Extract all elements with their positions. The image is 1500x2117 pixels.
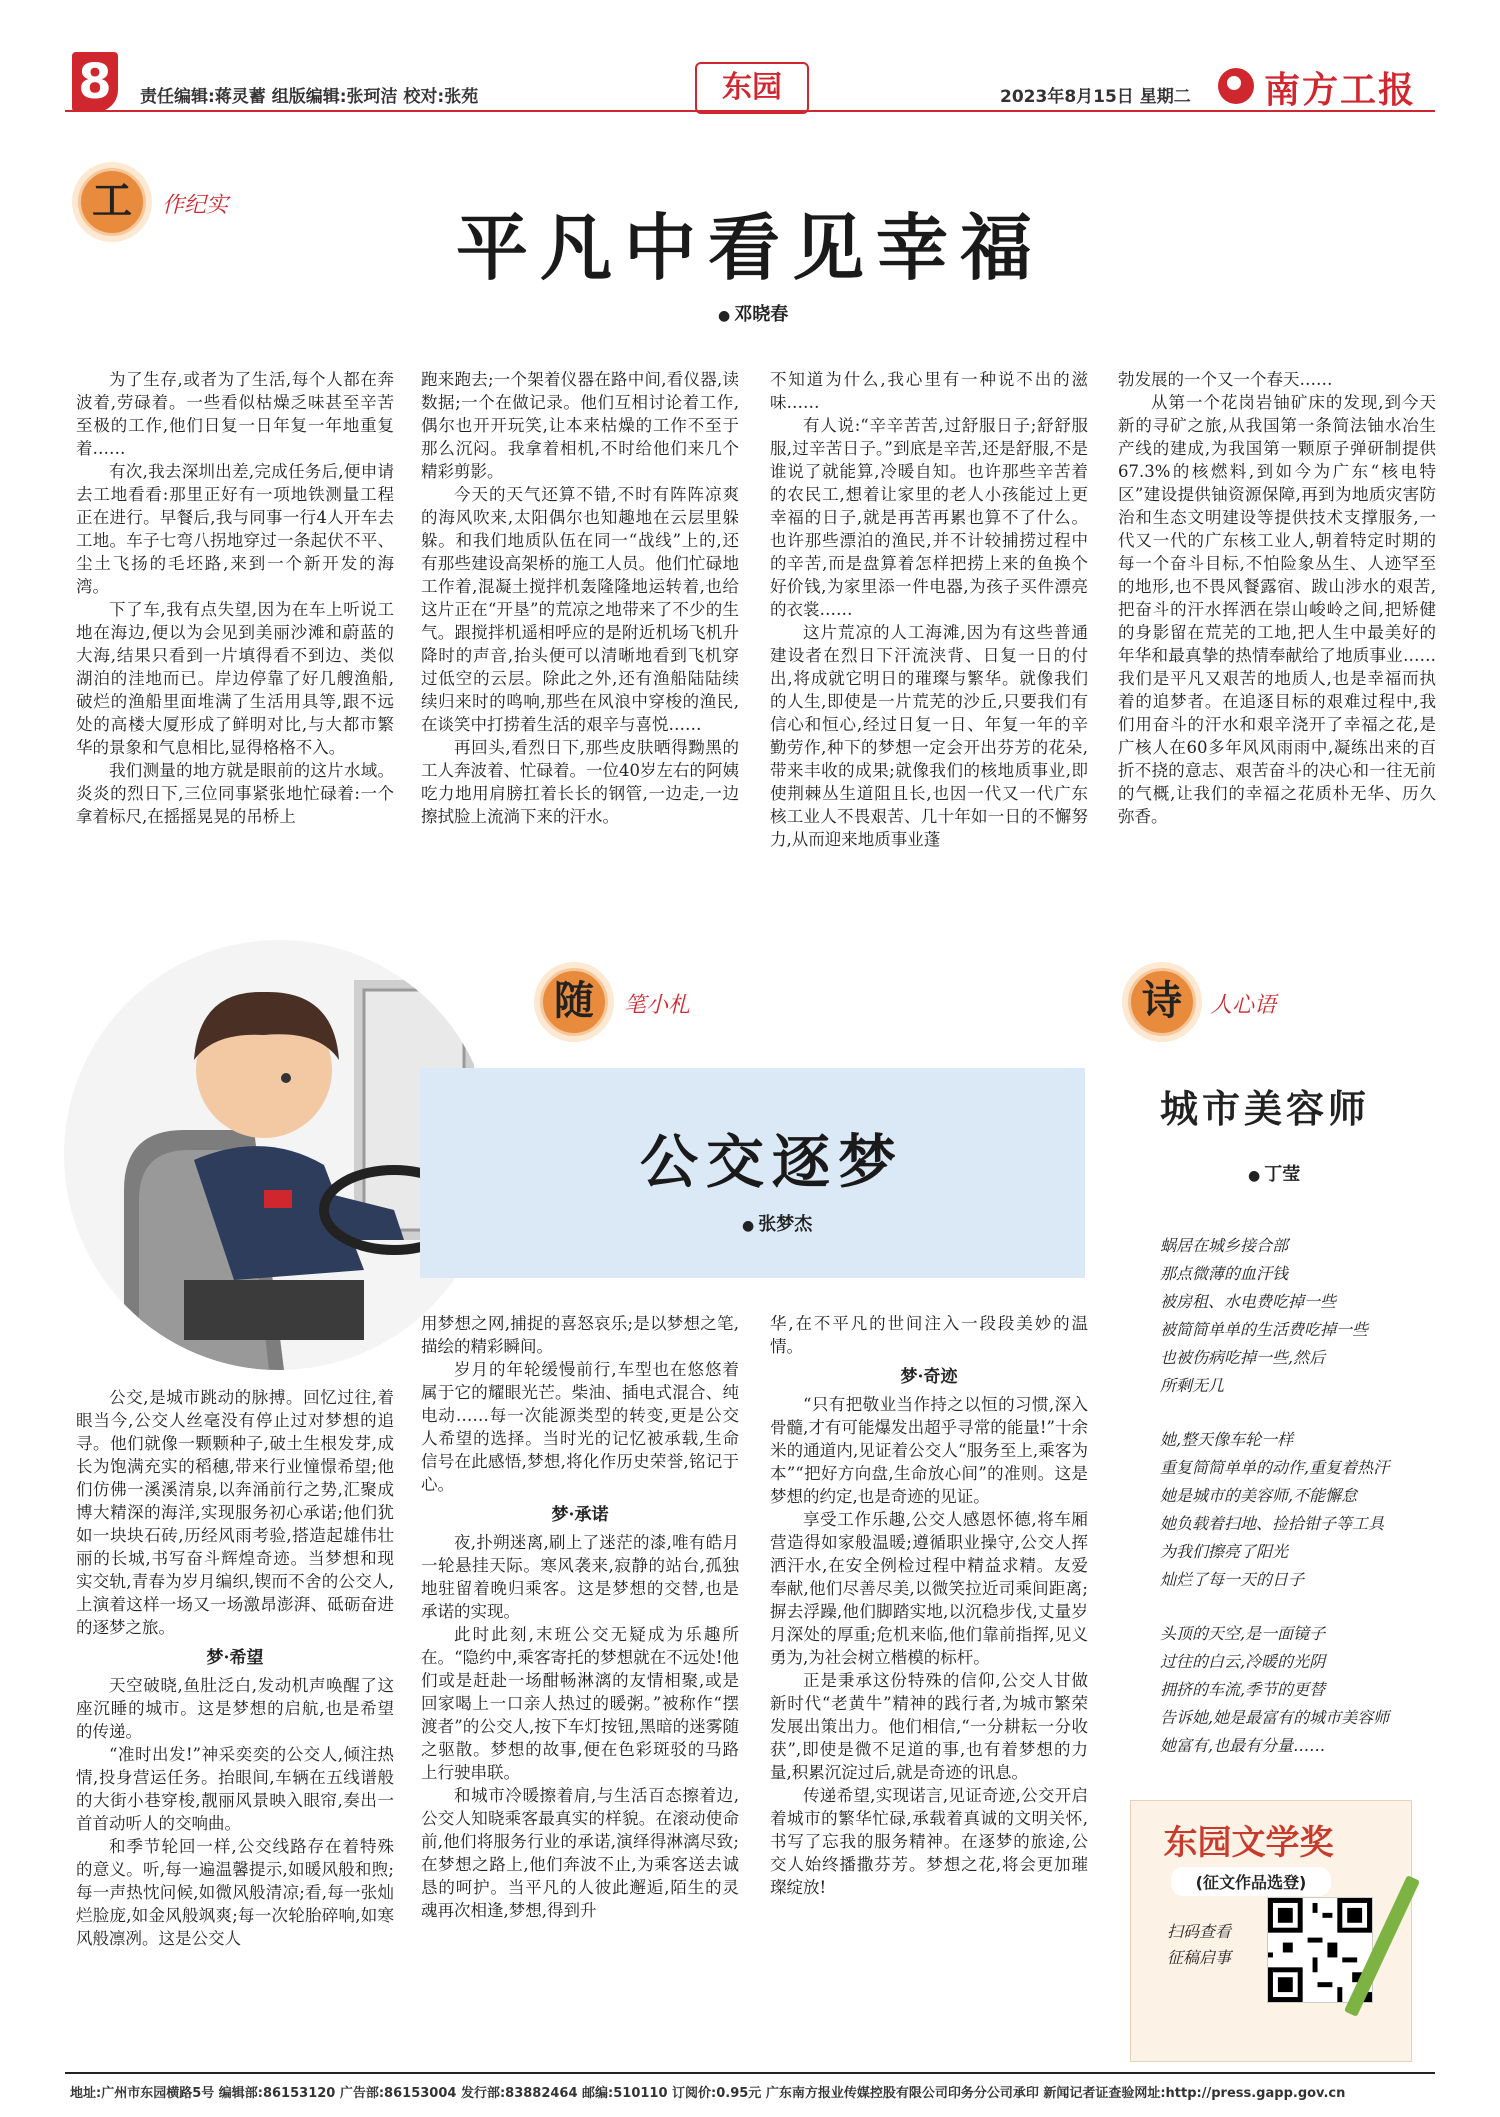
column-badge: 工 xyxy=(78,168,146,236)
poem-line: 她是城市的美容师,不能懈怠 xyxy=(1160,1486,1358,1505)
award-subtitle: (征文作品选登) xyxy=(1171,1867,1331,1896)
article1-column-2 xyxy=(421,368,739,828)
article2-column-1 xyxy=(76,1386,394,1950)
paragraph: 岁月的年轮缓慢前行,车型也在悠悠着属于它的耀眼光芒。柴油、插电式混合、纯电动……每一次能源类型的转变,更是公交人希望的选择。当时光的记忆被承载,生命信号在此感悟,梦想,将化作历史荣誉,铭记于心。 xyxy=(421,1360,739,1494)
poem-body xyxy=(1160,1232,1430,1786)
newspaper-name: 南方工报 xyxy=(1264,69,1417,111)
article2-column-3 xyxy=(770,1312,1088,1899)
footer-divider xyxy=(65,2072,1435,2074)
poem-line: 重复简简单单的动作,重复着热汗 xyxy=(1160,1458,1390,1477)
paragraph: 跑来跑去;一个架着仪器在路中间,看仪器,读数据;一个在做记录。他们互相讨论着工作,偶尔也开开玩笑,让本来枯燥的工作不至于那么沉闷。我拿着相机,不时给他们来几个精彩剪影。 xyxy=(421,370,739,481)
paragraph: 这片荒凉的人工海滩,因为有这些普通建设者在烈日下汗流浃背、日复一日的付出,将成就它明日的璀璨与繁华。就像我们的人生,即使是一片荒芜的沙丘,只要我们有信心和恒心,经过日复一日、年复一年的辛勤劳作,种下的梦想一定会开出芬芳的花朵,带来丰收的成果;就像我们的核地质事业,即使荆棘丛生道阻且长,也因一代又一代广东核工业人不畏艰苦、几十年如一日的不懈努力,从而迎来地质事业蓬 xyxy=(770,623,1088,849)
paragraph: 勃发展的一个又一个春天…… xyxy=(1118,370,1333,389)
poem-line: 灿烂了每一天的日子 xyxy=(1160,1570,1305,1589)
edition-name: 东园 xyxy=(695,62,809,114)
award-title: 东园文学奖 xyxy=(1163,1823,1334,1863)
paragraph: 正是秉承这份特殊的信仰,公交人甘做新时代“老黄牛”精神的践行者,为城市繁荣发展出策出力。他们相信,“一分耕耘一分收获”,即使是微不足道的事,也有着梦想的力量,积累沉淀过后,就是奇迹的讯息。 xyxy=(770,1671,1088,1782)
poem-line: 头顶的天空,是一面镜子 xyxy=(1160,1624,1326,1643)
poem-line: 过往的白云,冷暖的光阴 xyxy=(1160,1652,1326,1671)
paragraph: 有人说:“辛辛苦苦,过舒服日子;舒舒服服,过辛苦日子。”到底是辛苦,还是舒服,不是谁说了就能算,冷暖自知。也许那些辛苦着的农民工,想着让家里的老人小孩能过上更幸福的日子,就是再苦再累也算不了什么。也许那些漂泊的渔民,并不计较捕捞过程中的辛苦,而是盘算着怎样把捞上来的鱼换个好价钱,为家里添一件电器,为孩子买件漂亮的衣裳…… xyxy=(770,416,1088,619)
paragraph: 下了车,我有点失望,因为在车上听说工地在海边,便以为会见到美丽沙滩和蔚蓝的大海,结果只看到一片填得看不到边、类似湖泊的洼地而已。岸边停靠了好几艘渔船,破烂的渔船里面堆满了生活用具等,跟不远处的高楼大厦形成了鲜明对比,与大都市繁华的景象和气息相比,显得格格不入。 xyxy=(76,600,394,757)
poem-stanza xyxy=(1160,1232,1430,1400)
award-box xyxy=(1130,1800,1412,2062)
issue-date: 2023年8月15日 星期二 xyxy=(1000,87,1191,107)
article1-column-3 xyxy=(770,368,1088,851)
header-divider xyxy=(65,110,1435,112)
scan-line-2: 征稿启事 xyxy=(1167,1948,1232,1967)
paragraph: 我们测量的地方就是眼前的这片水域。炎炎的烈日下,三位同事紧张地忙碌着:一个拿着标尺,在摇摇晃晃的吊桥上 xyxy=(76,761,394,826)
poem-line: 被房租、水电费吃掉一些 xyxy=(1160,1292,1337,1311)
paragraph: 夜,扑朔迷离,刷上了迷茫的漆,唯有皓月一轮悬挂天际。寒风袭来,寂静的站台,孤独地驻留着晚归乘客。这是梦想的交替,也是承诺的实现。 xyxy=(421,1533,739,1621)
article-title: 平凡中看见幸福 xyxy=(455,205,1044,290)
column-name: 笔小札 xyxy=(624,993,691,1018)
paragraph: 和季节轮回一样,公交线路存在着特殊的意义。听,每一遍温馨提示,如暖风般和煦;每一声热忱问候,如微风般清凉;看,每一张灿烂脸庞,如金风般飒爽;每一次轮胎碎响,如寒风般凛冽。这是公交人 xyxy=(76,1837,394,1948)
paragraph: 此时此刻,末班公交无疑成为乐趣所在。“隐约中,乘客寄托的梦想就在不远处!他们或是赶赴一场酣畅淋漓的友情相聚,或是回家喝上一口亲人热过的暖粥。”被称作“摆渡者”的公交人,按下车灯按钮,黑暗的迷雾随之驱散。梦想的故事,便在色彩斑驳的马路上行驶串联。 xyxy=(421,1625,739,1782)
poem-line: 她富有,也最有分量…… xyxy=(1160,1736,1326,1755)
paragraph: 用梦想之网,捕捉的喜怒哀乐;是以梦想之笔,描绘的精彩瞬间。 xyxy=(421,1314,739,1356)
article-author: ● 邓晓春 xyxy=(718,300,788,326)
poem-author: ● 丁莹 xyxy=(1248,1160,1300,1186)
page-number: 8 xyxy=(72,52,118,112)
poem-line: 蜗居在城乡接合部 xyxy=(1160,1236,1289,1255)
paragraph: 享受工作乐趣,公交人感恩怀德,将车厢营造得如家般温暖;遵循职业操守,公交人挥洒汗水,在安全例检过程中精益求精。友爱奉献,他们尽善尽美,以微笑拉近司乘间距离;摒去浮躁,他们脚踏实地,以沉稳步伐,丈量岁月深处的厚重;危机来临,他们靠前指挥,见义勇为,为社会树立楷模的标杆。 xyxy=(770,1510,1088,1667)
newspaper-logo xyxy=(1218,62,1430,111)
article1-column-1 xyxy=(76,368,394,828)
poem-line: 所剩无几 xyxy=(1160,1376,1225,1395)
poem-line: 那点微薄的血汗钱 xyxy=(1160,1264,1289,1283)
section-heading: 梦·承诺 xyxy=(551,1505,609,1525)
paragraph: 从第一个花岗岩铀矿床的发现,到今天新的寻矿之旅,从我国第一条简法铀水冶生产线的建成,为我国第一颗原子弹研制提供67.3%的核燃料,到如今为广东“核电特区”建设提供铀资源保障,再到为地质灾害防治和生态文明建设等提供技术支撑服务,一代又一代的广东核工业人,朝着特定时期的每一个奋斗目标,不怕险象丛生、人迹罕至的地形,也不畏风餐露宿、跋山涉水的艰苦,把奋斗的汗水挥洒在崇山峻岭之间,把矫健的身影留在荒芜的工地,把人生中最美好的年华和最真挚的热情奉献给了地质事业……我们是平凡又艰苦的地质人,也是幸福而执着的追梦者。在追逐目标的艰难过程中,我们用奋斗的汗水和艰辛浇开了幸福之花,是广核人在60多年风风雨雨中,凝练出来的百折不挠的意志、艰苦奋斗的决心和一往无前的气概,让我们的幸福之花质朴无华、历久弥香。 xyxy=(1118,393,1436,826)
scan-line-1: 扫码查看 xyxy=(1167,1922,1232,1941)
section-heading: 梦·希望 xyxy=(206,1648,264,1668)
poem-line: 拥挤的车流,季节的更替 xyxy=(1160,1680,1326,1699)
poem-title: 城市美容师 xyxy=(1160,1086,1371,1131)
column-name: 作纪实 xyxy=(162,193,229,218)
article1-column-4 xyxy=(1118,368,1436,828)
paragraph: 传递希望,实现诺言,见证奇迹,公交开启着城市的繁华忙碌,承载着真诚的文明关怀,书写了忘我的服务精神。在逐梦的旅途,公交人始终播撒芬芳。梦想之花,将会更加璀璨绽放! xyxy=(770,1786,1088,1897)
poem-line: 她负载着扫地、捡拾钳子等工具 xyxy=(1160,1514,1385,1533)
article-title: 公交逐梦 xyxy=(640,1128,905,1196)
award-scan-text xyxy=(1167,1919,1231,1971)
paragraph: 公交,是城市跳动的脉搏。回忆过往,着眼当今,公交人丝毫没有停止过对梦想的追寻。他们就像一颗颗种子,破土生根发芽,成长为饱满充实的稻穗,带来行业憧憬希望;他们仿佛一溪溪清泉,以奔涌前行之势,汇聚成博大精深的海洋,实现服务初心承诺;他们犹如一块块石砖,历经风雨考验,搭造起雄伟壮丽的长城,书写奋斗辉煌奇迹。当梦想和现实交轨,青春为岁月编织,锲而不舍的公交人,上演着这样一场又一场激昂澎湃、砥砺奋进的逐梦之旅。 xyxy=(76,1388,394,1637)
column-badge: 诗 xyxy=(1128,968,1196,1036)
paragraph: 华,在不平凡的世间注入一段段美妙的温情。 xyxy=(770,1314,1088,1356)
editors-line: 责任编辑:蒋灵蓄 组版编辑:张珂洁 校对:张苑 xyxy=(140,87,479,107)
paragraph: 和城市冷暖擦着肩,与生活百态擦着边,公交人知晓乘客最真实的样貌。在滚动使命前,他们将服务行业的承诺,演绎得淋漓尽致;在梦想之路上,他们奔波不止,为乘客送去诚恳的呵护。当平凡的人彼此邂逅,陌生的灵魂再次相逢,梦想,得到升 xyxy=(421,1786,739,1920)
paragraph: “准时出发!”神采奕奕的公交人,倾注热情,投身营运任务。抬眼间,车辆在五线谱般的大街小巷穿梭,靓丽风景映入眼帘,奏出一首首动听人的交响曲。 xyxy=(76,1745,394,1833)
paragraph: 为了生存,或者为了生活,每个人都在奔波着,劳碌着。一些看似枯燥乏味甚至辛苦至极的工作,他们日复一日年复一年地重复着…… xyxy=(76,370,394,458)
poem-line: 告诉她,她是最富有的城市美容师 xyxy=(1160,1708,1390,1727)
paragraph: 今天的天气还算不错,不时有阵阵凉爽的海风吹来,太阳偶尔也知趣地在云层里躲躲。和我们地质队伍在同一“战线”上的,还有那些建设高架桥的施工人员。他们忙碌地工作着,混凝土搅拌机轰隆隆地运转着,也给这片正在“开垦”的荒凉之地带来了不少的生气。跟搅拌机遥相呼应的是附近机场飞机升降时的声音,抬头便可以清晰地看到飞机穿过低空的云层。除此之外,还有渔船陆陆续续归来时的鸣响,那些在风浪中穿梭的渔民,在谈笑中打捞着生活的艰辛与喜悦…… xyxy=(421,485,739,734)
paragraph: “只有把敬业当作持之以恒的习惯,深入骨髓,才有可能爆发出超乎寻常的能量!”十余米的通道内,见证着公交人“服务至上,乘客为本”“把好方向盘,生命放心间”的准则。这是梦想的约定,也是奇迹的见证。 xyxy=(770,1395,1088,1506)
column-name: 人心语 xyxy=(1210,993,1277,1018)
poem-line: 也被伤病吃掉一些,然后 xyxy=(1160,1348,1326,1367)
paragraph: 不知道为什么,我心里有一种说不出的滋味…… xyxy=(770,370,1088,412)
article-author: ● 张梦杰 xyxy=(742,1210,812,1236)
poem-line: 她,整天像车轮一样 xyxy=(1160,1430,1294,1449)
poem-stanza xyxy=(1160,1620,1430,1760)
article2-column-2 xyxy=(421,1312,739,1922)
poem-line: 被简简单单的生活费吃掉一些 xyxy=(1160,1320,1369,1339)
poem-stanza xyxy=(1160,1426,1430,1594)
logo-mark-icon xyxy=(1218,68,1254,104)
footer-info: 地址:广州市东园横路5号 编辑部:86153120 广告部:86153004 发行部:83882464 邮编:510110 订阅价:0.95元 广东南方报业传媒控股有限公司印务分公司承印 新闻记者证查验网址:http://press.gapp.gov.cn xyxy=(70,2086,1346,2101)
column-badge: 随 xyxy=(540,968,608,1036)
paragraph: 天空破晓,鱼肚泛白,发动机声唤醒了这座沉睡的城市。这是梦想的启航,也是希望的传递。 xyxy=(76,1676,394,1741)
paragraph: 再回头,看烈日下,那些皮肤晒得黝黑的工人奔波着、忙碌着。一位40岁左右的阿姨吃力地用肩膀扛着长长的钢管,一边走,一边擦拭脸上流淌下来的汗水。 xyxy=(421,738,739,826)
section-heading: 梦·奇迹 xyxy=(900,1367,958,1387)
poem-line: 为我们擦亮了阳光 xyxy=(1160,1542,1289,1561)
paragraph: 有次,我去深圳出差,完成任务后,便申请去工地看看:那里正好有一项地铁测量工程正在进行。早餐后,我与同事一行4人开车去工地。车子七弯八拐地穿过一条起伏不平、尘土飞扬的毛坯路,来到一个新开发的海湾。 xyxy=(76,462,394,596)
